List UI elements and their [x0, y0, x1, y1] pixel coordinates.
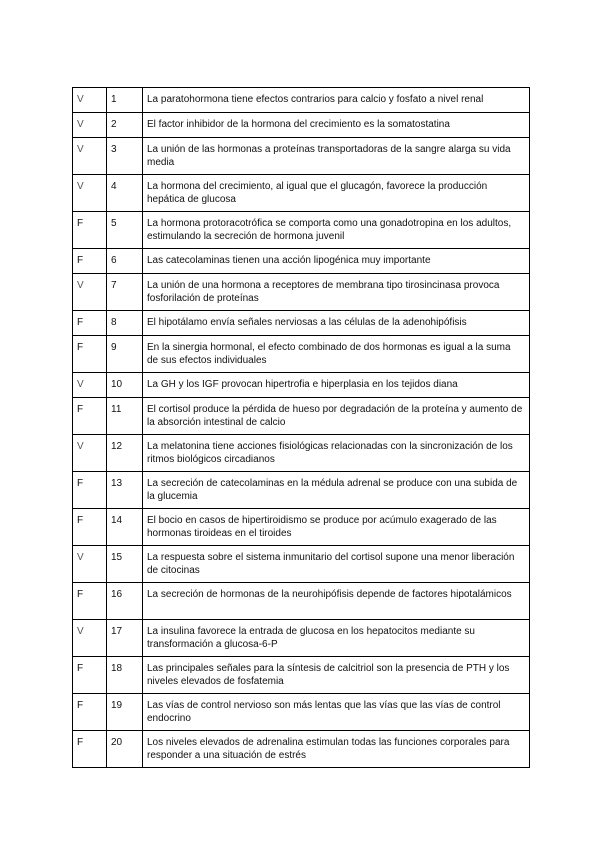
answer-cell: V	[73, 138, 107, 175]
question-number-cell: 9	[107, 336, 143, 373]
table-row	[73, 274, 530, 311]
table-row	[73, 398, 530, 435]
statement-cell: El factor inhibidor de la hormona del crecimiento es la somatostatina	[143, 113, 530, 138]
statement-cell: El bocio en casos de hipertiroidismo se produce por acúmulo exagerado de las hormonas tiroideas en el tiroides	[143, 509, 530, 546]
statement-cell: En la sinergia hormonal, el efecto combinado de dos hormonas es igual a la suma de sus efectos individuales	[143, 336, 530, 373]
statement-cell: La melatonina tiene acciones fisiológicas relacionadas con la sincronización de los ritmos biológicos circadianos	[143, 435, 530, 472]
answer-cell: F	[73, 336, 107, 373]
table-row	[73, 212, 530, 249]
answer-cell: F	[73, 212, 107, 249]
question-number-cell: 7	[107, 274, 143, 311]
answer-cell: F	[73, 472, 107, 509]
table-body	[73, 88, 530, 768]
answer-cell: F	[73, 398, 107, 435]
answer-cell: V	[73, 620, 107, 657]
table-row	[73, 113, 530, 138]
question-number-cell: 17	[107, 620, 143, 657]
table-row	[73, 175, 530, 212]
statement-cell: La secreción de catecolaminas en la médula adrenal se produce con una subida de la glucemia	[143, 472, 530, 509]
answer-cell: V	[73, 175, 107, 212]
question-number-cell: 3	[107, 138, 143, 175]
answer-cell: F	[73, 694, 107, 731]
statement-cell: La paratohormona tiene efectos contrarios para calcio y fosfato a nivel renal	[143, 88, 530, 113]
statement-cell: La GH y los IGF provocan hipertrofia e hiperplasia en los tejidos diana	[143, 373, 530, 398]
statement-cell: Las catecolaminas tienen una acción lipogénica muy importante	[143, 249, 530, 274]
answer-cell: F	[73, 249, 107, 274]
answer-cell: F	[73, 583, 107, 620]
answer-cell: F	[73, 509, 107, 546]
true-false-table	[72, 87, 530, 768]
question-number-cell: 19	[107, 694, 143, 731]
statement-cell: La unión de una hormona a receptores de membrana tipo tirosincinasa provoca fosforilación de proteínas	[143, 274, 530, 311]
table-row	[73, 336, 530, 373]
table-row	[73, 694, 530, 731]
question-number-cell: 4	[107, 175, 143, 212]
statement-cell: Los niveles elevados de adrenalina estimulan todas las funciones corporales para responder a una situación de estrés	[143, 731, 530, 768]
table-row	[73, 472, 530, 509]
question-number-cell: 2	[107, 113, 143, 138]
question-number-cell: 10	[107, 373, 143, 398]
question-number-cell: 14	[107, 509, 143, 546]
question-number-cell: 20	[107, 731, 143, 768]
question-number-cell: 5	[107, 212, 143, 249]
question-number-cell: 16	[107, 583, 143, 620]
question-number-cell: 11	[107, 398, 143, 435]
statement-cell: Las principales señales para la síntesis de calcitriol son la presencia de PTH y los niveles elevados de fosfatemia	[143, 657, 530, 694]
statement-cell: El hipotálamo envía señales nerviosas a las células de la adenohipófisis	[143, 311, 530, 336]
table-row	[73, 509, 530, 546]
table-row	[73, 311, 530, 336]
answer-cell: F	[73, 731, 107, 768]
answer-cell: V	[73, 546, 107, 583]
answer-cell: V	[73, 373, 107, 398]
question-number-cell: 1	[107, 88, 143, 113]
answer-cell: F	[73, 657, 107, 694]
table-row	[73, 546, 530, 583]
table-row	[73, 249, 530, 274]
statement-cell: Las vías de control nervioso son más lentas que las vías que las vías de control endocrino	[143, 694, 530, 731]
statement-cell: La hormona protoracotrófica se comporta como una gonadotropina en los adultos, estimulando la secreción de hormona juvenil	[143, 212, 530, 249]
question-number-cell: 18	[107, 657, 143, 694]
question-number-cell: 15	[107, 546, 143, 583]
table-row	[73, 657, 530, 694]
table-row	[73, 138, 530, 175]
statement-cell: La respuesta sobre el sistema inmunitario del cortisol supone una menor liberación de citocinas	[143, 546, 530, 583]
question-number-cell: 12	[107, 435, 143, 472]
statement-cell: La hormona del crecimiento, al igual que el glucagón, favorece la producción hepática de glucosa	[143, 175, 530, 212]
answer-cell: V	[73, 274, 107, 311]
answer-cell: V	[73, 435, 107, 472]
answer-cell: F	[73, 311, 107, 336]
statement-cell: El cortisol produce la pérdida de hueso por degradación de la proteína y aumento de la absorción intestinal de calcio	[143, 398, 530, 435]
answer-cell: V	[73, 88, 107, 113]
statement-cell: La insulina favorece la entrada de glucosa en los hepatocitos mediante su transformación a glucosa-6-P	[143, 620, 530, 657]
table-row	[73, 583, 530, 620]
statement-cell: La unión de las hormonas a proteínas transportadoras de la sangre alarga su vida media	[143, 138, 530, 175]
table-row	[73, 620, 530, 657]
statement-cell: La secreción de hormonas de la neurohipófisis depende de factores hipotalámicos	[143, 583, 530, 620]
question-number-cell: 8	[107, 311, 143, 336]
table-row	[73, 435, 530, 472]
answer-cell: V	[73, 113, 107, 138]
question-number-cell: 6	[107, 249, 143, 274]
table-row	[73, 731, 530, 768]
question-number-cell: 13	[107, 472, 143, 509]
table-row	[73, 373, 530, 398]
table-row	[73, 88, 530, 113]
